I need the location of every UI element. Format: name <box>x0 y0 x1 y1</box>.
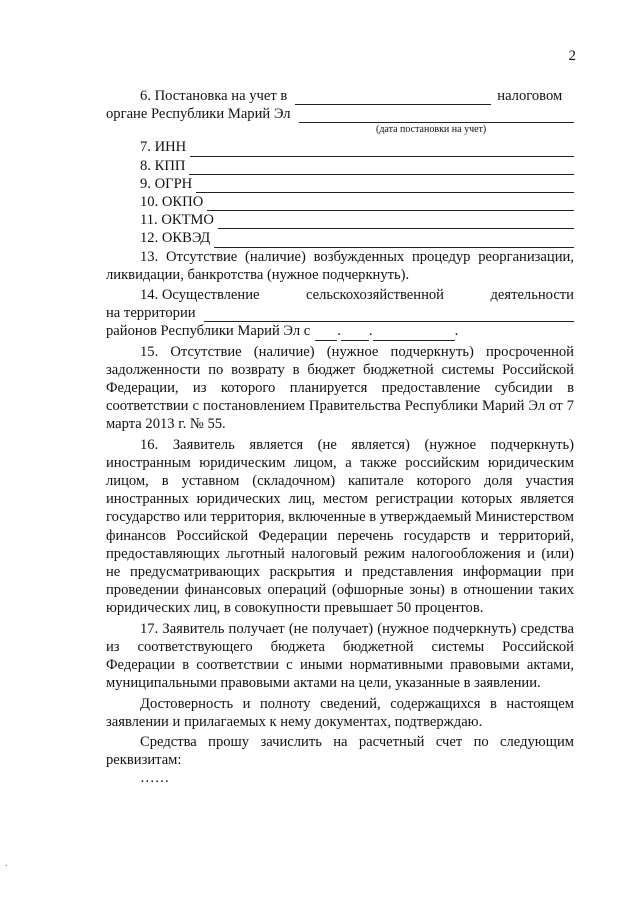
since-month-blank[interactable] <box>341 326 369 341</box>
code-label-kpp: 8. КПП <box>140 157 186 174</box>
okpo-blank[interactable] <box>207 196 574 211</box>
tax-authority-blank[interactable] <box>295 90 491 105</box>
item-6-prefix: 6. Постановка на учет в <box>140 88 288 104</box>
code-row-ogrn <box>106 175 574 193</box>
item-6-line-1 <box>106 87 574 105</box>
scan-mark: . <box>5 858 8 869</box>
code-row-oktmo <box>106 211 574 229</box>
code-label-okved: 12. ОКВЭД <box>140 230 211 247</box>
oktmo-blank[interactable] <box>218 214 574 229</box>
code-row-inn <box>106 138 574 156</box>
territory-blank[interactable] <box>204 307 574 322</box>
code-row-kpp <box>106 157 574 175</box>
item-14-line-3 <box>106 322 574 340</box>
registration-date-blank[interactable] <box>299 108 574 123</box>
code-row-okpo <box>106 193 574 211</box>
code-label-ogrn: 9. ОГРН <box>140 175 193 192</box>
code-label-okpo: 10. ОКПО <box>140 194 204 211</box>
item-14-line-2 <box>106 304 574 322</box>
inn-blank[interactable] <box>190 142 574 157</box>
item-14-territory-label: на территории <box>106 305 196 322</box>
ogrn-blank[interactable] <box>196 178 574 193</box>
kpp-blank[interactable] <box>189 160 574 175</box>
code-label-oktmo: 11. ОКТМО <box>140 212 214 229</box>
item-17-paragraph: 17. Заявитель получает (не получает) (нужное подчеркнуть) средства из соответствующего бюджета бюджетной системы Российской Федерации в соответствии с иными нормативными правовыми актами, муниципальными правовыми актами на цели, указанные в заявлении. <box>106 620 574 692</box>
item-15-paragraph: 15. Отсутствие (наличие) (нужное подчеркнуть) просроченной задолженности по возврату в бюджет бюджетной системы Российской Федерации, из которого планируется предоставление субсидии в соответствии с постановлением Правительства Республики Марий Эл от 7 марта 2013 г. № 55. <box>106 343 574 433</box>
item-13-line-2: ликвидации, банкротства (нужное подчеркнуть). <box>106 266 410 283</box>
item-14-word-3: деятельности <box>490 287 574 304</box>
since-sep-1: . <box>337 323 341 340</box>
since-end: . <box>454 323 459 340</box>
details-ellipsis: …… <box>140 770 170 787</box>
item-14-since-label: районов Республики Марий Эл с <box>106 323 311 340</box>
confirmation-paragraph: Достоверность и полноту сведений, содержащихся в настоящем заявлении и прилагаемых к нему документах, подтверждаю. <box>106 695 574 730</box>
transfer-request-paragraph: Средства прошу зачислить на расчетный счет по следующим реквизитам: <box>106 733 574 769</box>
item-6-line-2 <box>106 105 574 123</box>
registration-date-caption: (дата постановки на учет) <box>376 124 487 136</box>
okved-blank[interactable] <box>214 233 574 248</box>
code-label-inn: 7. ИНН <box>140 139 187 156</box>
code-row-okved <box>106 229 574 247</box>
item-14-word-1: 14. Осуществление <box>140 287 260 304</box>
page-number: 2 <box>568 48 576 64</box>
item-14-line-1 <box>106 286 574 304</box>
item-14-word-2: сельскохозяйственной <box>305 287 444 304</box>
since-sep-2: . <box>368 323 373 340</box>
item-6-suffix: налоговом <box>497 88 563 104</box>
item-6-line2-prefix: органе Республики Марий Эл <box>106 106 291 123</box>
since-day-blank[interactable] <box>315 326 337 341</box>
document-body <box>106 87 574 788</box>
since-year-blank[interactable] <box>373 326 455 341</box>
item-13-line-1: 13. Отсутствие (наличие) возбужденных процедур реорганизации, <box>140 248 574 265</box>
item-16-paragraph: 16. Заявитель является (не является) (нужное подчеркнуть) иностранным юридическим лицом, а также российским юридическим лицом, в уставном (складочном) капитале которого доля участия иностранных юридических лиц, местом регистрации которых является государство или территория, включенные в утверждаемый Министерством финансов Российской Федерации перечень государств и территорий, предоставляющих льготный налоговый режим налогообложения и (или) не предусматривающих раскрытия и представления информации при проведении финансовых операций (офшорные зоны) в отношении таких юридических лиц, в совокупности превышает 50 процентов. <box>106 436 574 617</box>
